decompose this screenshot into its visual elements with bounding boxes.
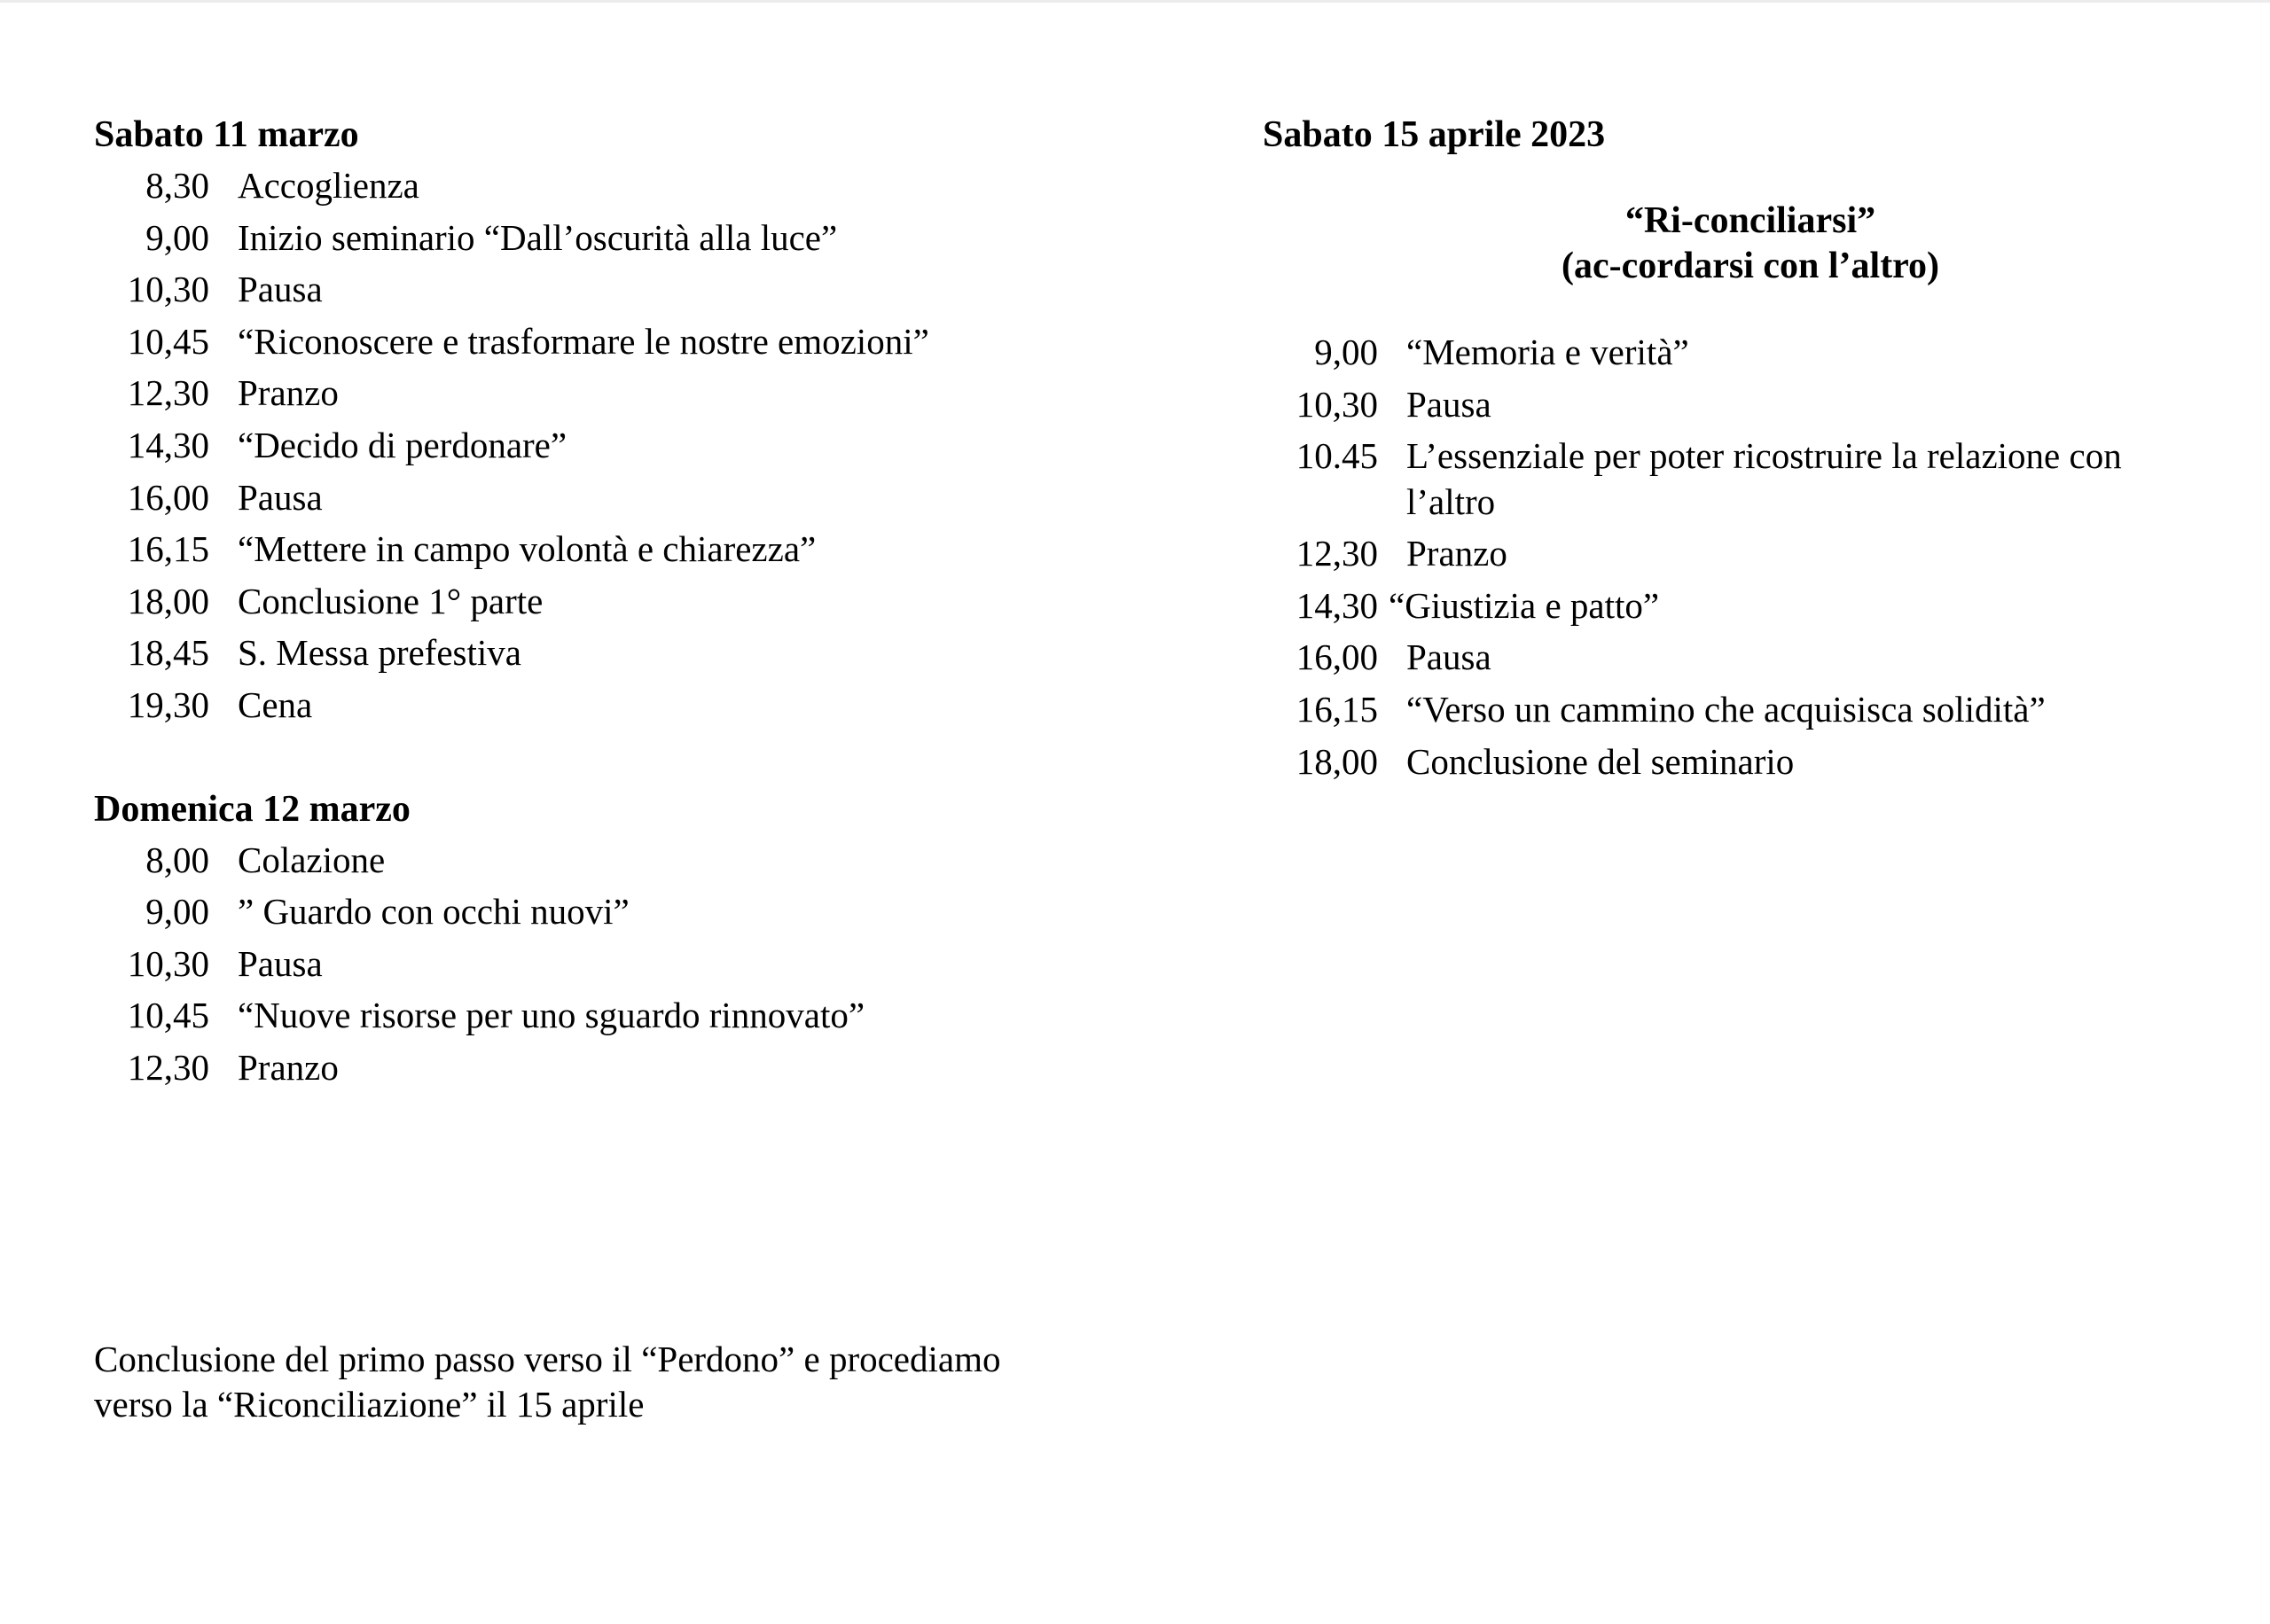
schedule-activity: “Giustizia e patto” [1389,584,1660,626]
schedule-activity: Pausa [238,476,323,518]
seminar-theme-title [1263,199,2203,289]
schedule-activity: “Verso un cammino che acquisisca solidità” [1406,688,2046,730]
schedule-activity: “Memoria e verità” [1406,332,1689,372]
schedule-time: 14,30 [127,424,209,465]
schedule-time: 12,30 [1295,533,1378,574]
schedule-row [1263,580,2203,632]
closing-note-line: verso la “Riconciliazione” il 15 aprile [94,1384,645,1425]
left-column [94,110,1229,1094]
schedule-row [94,1042,1229,1094]
schedule-row [94,263,1229,316]
schedule-time: 12,30 [127,372,209,414]
day-heading-sabato-11-marzo: Sabato 11 marzo [94,114,359,155]
schedule-row [94,886,1229,938]
schedule-time: 8,00 [145,839,209,880]
schedule-row [94,472,1229,524]
schedule-time: 16,15 [127,528,209,570]
schedule-activity: S. Messa prefestiva [238,632,521,674]
schedule-row [94,419,1229,472]
schedule-row [1263,430,2203,527]
schedule-activity: ” Guardo con occhi nuovi” [238,891,630,933]
schedule-activity: Pausa [238,269,323,310]
schedule-row [1263,326,2203,379]
schedule-time: 12,30 [127,1046,209,1088]
schedule-activity: Pranzo [238,1046,339,1088]
schedule-activity: Inizio seminario “Dall’oscurità alla luce” [238,216,838,258]
schedule-list-day2 [94,834,1229,1094]
schedule-time: 9,00 [1314,332,1378,372]
schedule-time: 10.45 [1295,435,1378,477]
schedule-row [94,575,1229,628]
schedule-time: 19,30 [127,683,209,725]
schedule-activity: “Nuove risorse per uno sguardo rinnovato” [238,995,865,1036]
schedule-activity: Accoglienza [238,165,419,206]
schedule-time: 10,30 [127,269,209,310]
schedule-time: 16,15 [1295,688,1378,730]
schedule-activity: “Decido di perdonare” [238,424,568,465]
right-column [1263,110,2203,787]
schedule-activity: Pausa [238,942,323,984]
schedule-time: 9,00 [145,216,209,258]
schedule-row [1263,736,2203,788]
schedule-time: 10,45 [127,995,209,1036]
schedule-time: 10,30 [1295,383,1378,425]
closing-note-line: Conclusione del primo passo verso il “Perdono” e procediamo [94,1339,1001,1379]
day-heading-domenica-12-marzo: Domenica 12 marzo [94,788,411,830]
schedule-row [94,834,1229,886]
schedule-time: 18,45 [127,632,209,674]
schedule-time: 18,00 [127,580,209,621]
schedule-activity: Pranzo [238,372,339,414]
schedule-activity: Pausa [1406,636,1491,678]
schedule-list-day1 [94,160,1229,731]
schedule-time: 14,30 [1295,584,1378,626]
page-top-border [0,0,2270,3]
schedule-time: 10,45 [127,320,209,362]
schedule-activity: L’essenziale per poter ricostruire la relazione con l’altro [1406,435,2122,523]
schedule-activity: Pranzo [1406,533,1507,574]
schedule-activity: Conclusione 1° parte [238,580,544,621]
schedule-row [1263,379,2203,431]
schedule-row [94,679,1229,731]
schedule-time: 9,00 [145,891,209,933]
schedule-row [94,989,1229,1042]
schedule-row [94,212,1229,264]
schedule-time: 16,00 [127,476,209,518]
schedule-activity: Colazione [238,839,386,880]
schedule-time: 18,00 [1295,740,1378,782]
schedule-row [94,367,1229,419]
schedule-row [94,316,1229,368]
theme-subtitle-line: (ac-cordarsi con l’altro) [1561,246,1940,286]
schedule-activity: Cena [238,683,313,725]
schedule-activity: Conclusione del seminario [1406,740,1795,782]
schedule-row [94,938,1229,990]
schedule-row [1263,631,2203,683]
closing-note [94,1337,1158,1427]
schedule-row [1263,683,2203,736]
schedule-row [94,627,1229,679]
day-heading-sabato-15-aprile-2023: Sabato 15 aprile 2023 [1263,114,1606,155]
schedule-list-day3 [1263,326,2203,787]
schedule-activity: “Riconoscere e trasformare le nostre emozioni” [238,320,929,362]
schedule-row [94,523,1229,575]
schedule-time: 10,30 [127,942,209,984]
schedule-row [94,160,1229,212]
schedule-activity: “Mettere in campo volontà e chiarezza” [238,528,817,570]
schedule-row [1263,527,2203,580]
schedule-activity: Pausa [1406,383,1491,425]
theme-title-line: “Ri-conciliarsi” [1624,200,1876,241]
schedule-time: 8,30 [145,165,209,206]
schedule-time: 16,00 [1295,636,1378,678]
